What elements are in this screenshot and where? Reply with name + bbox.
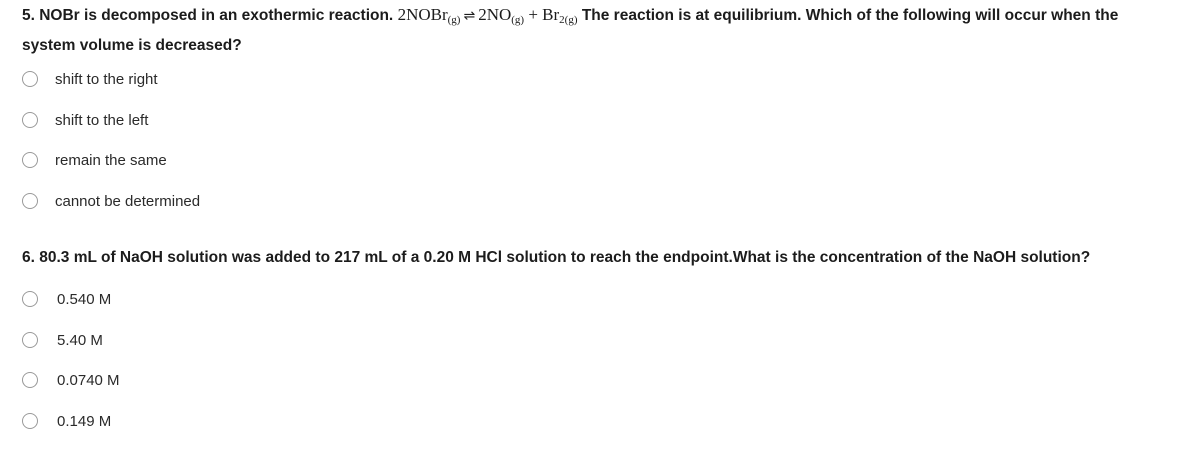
radio-button[interactable] xyxy=(22,291,38,307)
radio-button[interactable] xyxy=(22,152,38,168)
reaction-equation xyxy=(398,5,578,24)
plus-sign: + xyxy=(528,5,538,24)
radio-button[interactable] xyxy=(22,193,38,209)
question-5-prefix: 5. NOBr is decomposed in an exothermic reaction. xyxy=(22,7,394,24)
option-label: 0.149 M xyxy=(57,412,112,430)
question-6-text: 6. 80.3 mL of NaOH solution was added to 217 mL of a 0.20 M HCl solution to reach the endpoint.What is the concentration of the NaOH solution? xyxy=(22,249,1091,266)
reactant: 2NOBr xyxy=(397,5,448,24)
equilibrium-arrow: ⇌ xyxy=(463,8,476,24)
radio-button[interactable] xyxy=(22,413,38,429)
question-5-text xyxy=(22,2,1172,59)
q6-option-4[interactable] xyxy=(22,409,111,433)
q5-option-3[interactable] xyxy=(22,148,167,172)
q6-option-1[interactable] xyxy=(22,287,111,311)
option-label: shift to the left xyxy=(55,111,149,129)
product-1-state: (g) xyxy=(511,14,525,26)
reactant-state: (g) xyxy=(447,14,461,26)
q5-option-4[interactable] xyxy=(22,189,200,213)
q5-option-1[interactable] xyxy=(22,67,158,91)
radio-button[interactable] xyxy=(22,112,38,128)
option-label: 0.540 M xyxy=(57,290,112,308)
q6-option-2[interactable] xyxy=(22,328,103,352)
product-2-subscript: 2(g) xyxy=(559,14,578,26)
product-2: Br xyxy=(542,5,560,24)
radio-button[interactable] xyxy=(22,332,38,348)
product-1: 2NO xyxy=(478,5,512,24)
option-label: 0.0740 M xyxy=(57,371,120,389)
option-label: 5.40 M xyxy=(57,331,103,349)
question-5-suffix: The reaction is at equilibrium. Which of the following will occur when the system volume is decreased? xyxy=(22,7,1119,54)
option-label: shift to the right xyxy=(55,70,158,88)
q5-option-2[interactable] xyxy=(22,108,148,132)
radio-button[interactable] xyxy=(22,71,38,87)
radio-button[interactable] xyxy=(22,372,38,388)
q6-option-3[interactable] xyxy=(22,368,120,392)
option-label: cannot be determined xyxy=(55,192,201,210)
option-label: remain the same xyxy=(55,151,167,169)
